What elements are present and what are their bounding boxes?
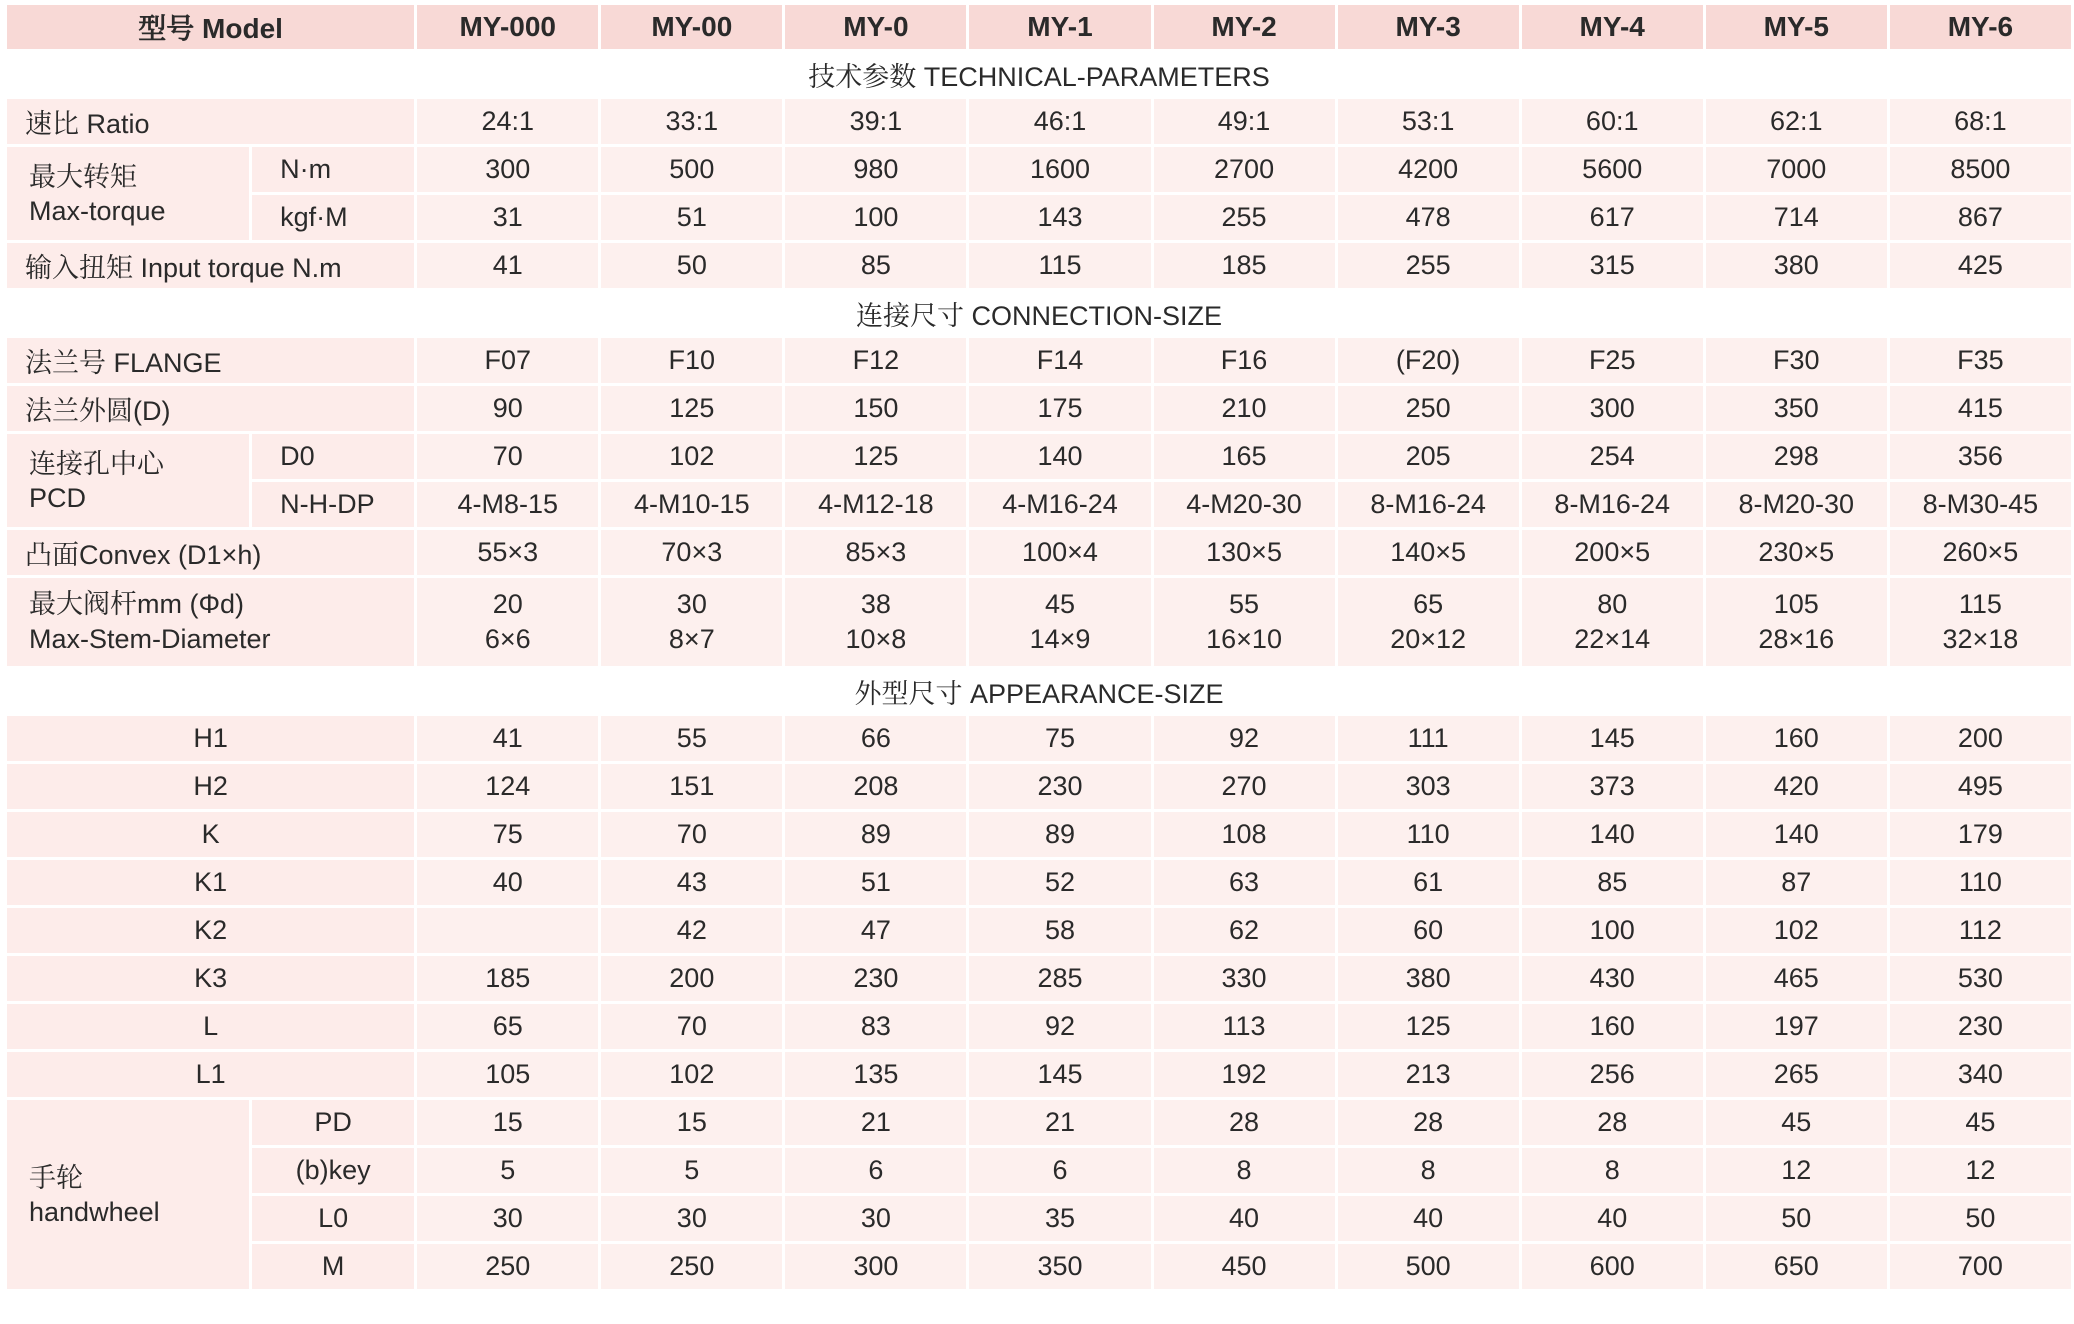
row-label: 法兰号 FLANGE [7, 338, 414, 383]
value-cell: 41 [417, 243, 598, 288]
value-cell: 8-M20-30 [1706, 482, 1887, 527]
stem-key: 10×8 [845, 624, 907, 654]
value-cell: 700 [1890, 1244, 2071, 1289]
value-cell: 40 [1522, 1196, 1703, 1241]
value-cell: 75 [417, 812, 598, 857]
stem-value-cell [601, 578, 782, 666]
value-cell: 110 [1890, 860, 2071, 905]
value-cell: 60 [1338, 908, 1519, 953]
value-cell: 21 [969, 1100, 1150, 1145]
row-label: K [7, 812, 414, 857]
value-cell: 165 [1154, 434, 1335, 479]
value-cell: 89 [969, 812, 1150, 857]
row-label: 法兰外圆(D) [7, 386, 414, 431]
value-cell: 230 [785, 956, 966, 1001]
value-cell: 254 [1522, 434, 1703, 479]
stem-value-cell [417, 578, 598, 666]
stem-value-cell [969, 578, 1150, 666]
value-cell: 495 [1890, 764, 2071, 809]
value-cell: 4-M20-30 [1154, 482, 1335, 527]
model-name: MY-000 [417, 5, 598, 49]
value-cell: 160 [1522, 1004, 1703, 1049]
value-cell: 50 [1706, 1196, 1887, 1241]
stem-diameter: 45 [1044, 589, 1075, 619]
value-cell: 145 [1522, 716, 1703, 761]
value-cell: 30 [785, 1196, 966, 1241]
value-cell: 714 [1706, 195, 1887, 240]
value-cell: 40 [1338, 1196, 1519, 1241]
value-cell: 1600 [969, 147, 1150, 192]
value-cell: 113 [1154, 1004, 1335, 1049]
value-cell: 4-M12-18 [785, 482, 966, 527]
value-cell: 298 [1706, 434, 1887, 479]
value-cell: 150 [785, 386, 966, 431]
stem-label [7, 578, 414, 666]
spec-table-body [7, 5, 2071, 1289]
unit-label: D0 [252, 434, 414, 479]
value-cell: 6 [969, 1148, 1150, 1193]
section-title: 连接尺寸 CONNECTION-SIZE [7, 291, 2071, 335]
value-cell: F07 [417, 338, 598, 383]
value-cell: 230 [1890, 1004, 2071, 1049]
appearance-row [7, 764, 2071, 809]
value-cell: 185 [417, 956, 598, 1001]
value-cell: 650 [1706, 1244, 1887, 1289]
row-label: 输入扭矩 Input torque N.m [7, 243, 414, 288]
row-label: H2 [7, 764, 414, 809]
ratio-row [7, 99, 2071, 144]
row-label: 凸面Convex (D1×h) [7, 530, 414, 575]
appearance-row [7, 860, 2071, 905]
value-cell: F10 [601, 338, 782, 383]
value-cell: 100 [785, 195, 966, 240]
section-header-row [7, 52, 2071, 96]
value-cell: 478 [1338, 195, 1519, 240]
value-cell: 75 [969, 716, 1150, 761]
value-cell: 450 [1154, 1244, 1335, 1289]
value-cell: 135 [785, 1052, 966, 1097]
value-cell: 867 [1890, 195, 2071, 240]
stem-value-cell [785, 578, 966, 666]
handwheel-label [7, 1100, 249, 1289]
value-cell: 87 [1706, 860, 1887, 905]
flange-d-row [7, 386, 2071, 431]
value-cell: 100×4 [969, 530, 1150, 575]
value-cell: 43 [601, 860, 782, 905]
section-title: 技术参数 TECHNICAL-PARAMETERS [7, 52, 2071, 96]
value-cell: 260×5 [1890, 530, 2071, 575]
value-cell: 8 [1154, 1148, 1335, 1193]
row-label: 速比 Ratio [7, 99, 414, 144]
stem-value-cell [1890, 578, 2071, 666]
value-cell: 4-M10-15 [601, 482, 782, 527]
value-cell: 5 [601, 1148, 782, 1193]
header-row [7, 5, 2071, 49]
value-cell: 40 [1154, 1196, 1335, 1241]
stem-diameter: 65 [1413, 589, 1444, 619]
value-cell: 65 [417, 1004, 598, 1049]
unit-label: N-H-DP [252, 482, 414, 527]
label-en: PCD [29, 482, 87, 513]
value-cell: 70×3 [601, 530, 782, 575]
section-title: 外型尺寸 APPEARANCE-SIZE [7, 669, 2071, 713]
pcd-label [7, 434, 249, 527]
value-cell: 425 [1890, 243, 2071, 288]
value-cell: 40 [417, 860, 598, 905]
value-cell: 51 [601, 195, 782, 240]
stem-key: 8×7 [668, 624, 715, 654]
stem-key: 6×6 [484, 624, 531, 654]
value-cell: 303 [1338, 764, 1519, 809]
value-cell: 465 [1706, 956, 1887, 1001]
value-cell: 50 [1890, 1196, 2071, 1241]
value-cell: 47 [785, 908, 966, 953]
value-cell: 90 [417, 386, 598, 431]
value-cell: 39:1 [785, 99, 966, 144]
label-en: Max-Stem-Diameter [29, 624, 271, 654]
appearance-row [7, 812, 2071, 857]
value-cell: 8-M30-45 [1890, 482, 2071, 527]
convex-row [7, 530, 2071, 575]
appearance-row [7, 1004, 2071, 1049]
value-cell: 42 [601, 908, 782, 953]
value-cell: 4200 [1338, 147, 1519, 192]
stem-value-cell [1338, 578, 1519, 666]
value-cell: 145 [969, 1052, 1150, 1097]
unit-label: kgf·M [252, 195, 414, 240]
value-cell: 230 [969, 764, 1150, 809]
value-cell: 350 [969, 1244, 1150, 1289]
value-cell: 102 [601, 434, 782, 479]
stem-row [7, 578, 2071, 666]
value-cell: 175 [969, 386, 1150, 431]
max-torque-label [7, 147, 249, 240]
model-name: MY-5 [1706, 5, 1887, 49]
row-label: K3 [7, 956, 414, 1001]
value-cell: 92 [969, 1004, 1150, 1049]
value-cell: 33:1 [601, 99, 782, 144]
value-cell: 213 [1338, 1052, 1519, 1097]
value-cell: 197 [1706, 1004, 1887, 1049]
value-cell: 980 [785, 147, 966, 192]
value-cell: 85 [1522, 860, 1703, 905]
value-cell: 30 [417, 1196, 598, 1241]
model-name: MY-0 [785, 5, 966, 49]
value-cell: 500 [601, 147, 782, 192]
handwheel-row [7, 1244, 2071, 1289]
stem-diameter: 38 [860, 589, 891, 619]
value-cell: 4-M8-15 [417, 482, 598, 527]
stem-key: 28×16 [1758, 624, 1835, 654]
stem-key: 22×14 [1574, 624, 1651, 654]
value-cell: 192 [1154, 1052, 1335, 1097]
value-cell: 256 [1522, 1052, 1703, 1097]
value-cell: 205 [1338, 434, 1519, 479]
value-cell: 200 [601, 956, 782, 1001]
label-en: Max-torque [29, 195, 166, 226]
value-cell: 45 [1706, 1100, 1887, 1145]
value-cell: 28 [1154, 1100, 1335, 1145]
section-header-row [7, 291, 2071, 335]
value-cell: 61 [1338, 860, 1519, 905]
value-cell: 179 [1890, 812, 2071, 857]
value-cell: 63 [1154, 860, 1335, 905]
value-cell: 53:1 [1338, 99, 1519, 144]
value-cell: 85 [785, 243, 966, 288]
value-cell: 140 [1706, 812, 1887, 857]
stem-diameter: 30 [676, 589, 707, 619]
unit-label: PD [252, 1100, 414, 1145]
handwheel-row [7, 1148, 2071, 1193]
handwheel-row [7, 1196, 2071, 1241]
model-name: MY-4 [1522, 5, 1703, 49]
flange-row [7, 338, 2071, 383]
value-cell: F16 [1154, 338, 1335, 383]
value-cell: 285 [969, 956, 1150, 1001]
value-cell: 7000 [1706, 147, 1887, 192]
value-cell: 617 [1522, 195, 1703, 240]
value-cell: 52 [969, 860, 1150, 905]
value-cell: 300 [785, 1244, 966, 1289]
value-cell: 250 [601, 1244, 782, 1289]
value-cell: 6 [785, 1148, 966, 1193]
value-cell: 51 [785, 860, 966, 905]
value-cell: 5 [417, 1148, 598, 1193]
value-cell: 35 [969, 1196, 1150, 1241]
value-cell: F30 [1706, 338, 1887, 383]
value-cell: 200×5 [1522, 530, 1703, 575]
value-cell: (F20) [1338, 338, 1519, 383]
section-header-row [7, 669, 2071, 713]
value-cell: 265 [1706, 1052, 1887, 1097]
label-cn: 最大转矩 [29, 161, 137, 192]
value-cell: 300 [417, 147, 598, 192]
value-cell: 140×5 [1338, 530, 1519, 575]
value-cell: 300 [1522, 386, 1703, 431]
value-cell: 380 [1338, 956, 1519, 1001]
value-cell: 62:1 [1706, 99, 1887, 144]
stem-diameter: 55 [1229, 589, 1260, 619]
value-cell: F25 [1522, 338, 1703, 383]
value-cell: 330 [1154, 956, 1335, 1001]
stem-diameter: 20 [492, 589, 523, 619]
value-cell: 31 [417, 195, 598, 240]
value-cell: 30 [601, 1196, 782, 1241]
value-cell: 49:1 [1154, 99, 1335, 144]
value-cell: 415 [1890, 386, 2071, 431]
row-label: K1 [7, 860, 414, 905]
value-cell: 500 [1338, 1244, 1519, 1289]
value-cell: 250 [1338, 386, 1519, 431]
value-cell: 15 [601, 1100, 782, 1145]
stem-value-cell [1154, 578, 1335, 666]
stem-diameter: 115 [1958, 589, 2002, 619]
row-label: L1 [7, 1052, 414, 1097]
value-cell: 105 [417, 1052, 598, 1097]
value-cell: F12 [785, 338, 966, 383]
handwheel-row [7, 1100, 2071, 1145]
label-en: handwheel [29, 1196, 160, 1227]
row-label: H1 [7, 716, 414, 761]
value-cell: 130×5 [1154, 530, 1335, 575]
stem-diameter: 105 [1773, 589, 1819, 619]
value-cell: 250 [417, 1244, 598, 1289]
unit-label: N·m [252, 147, 414, 192]
value-cell: 60:1 [1522, 99, 1703, 144]
value-cell: 102 [601, 1052, 782, 1097]
stem-value-cell [1706, 578, 1887, 666]
value-cell: 70 [601, 812, 782, 857]
value-cell: 8 [1338, 1148, 1519, 1193]
row-label: L [7, 1004, 414, 1049]
unit-label: M [252, 1244, 414, 1289]
appearance-row [7, 956, 2071, 1001]
value-cell: 108 [1154, 812, 1335, 857]
stem-key: 14×9 [1029, 624, 1091, 654]
value-cell: 8-M16-24 [1338, 482, 1519, 527]
value-cell: 315 [1522, 243, 1703, 288]
value-cell: 70 [417, 434, 598, 479]
value-cell: 230×5 [1706, 530, 1887, 575]
value-cell: 143 [969, 195, 1150, 240]
value-cell: 124 [417, 764, 598, 809]
value-cell: 208 [785, 764, 966, 809]
value-cell: 92 [1154, 716, 1335, 761]
value-cell: 600 [1522, 1244, 1703, 1289]
stem-key: 32×18 [1942, 624, 2019, 654]
value-cell: 4-M16-24 [969, 482, 1150, 527]
value-cell: 200 [1890, 716, 2071, 761]
label-cn: 手轮 [29, 1162, 83, 1193]
model-name: MY-2 [1154, 5, 1335, 49]
value-cell: 28 [1338, 1100, 1519, 1145]
value-cell: 83 [785, 1004, 966, 1049]
value-cell: 110 [1338, 812, 1519, 857]
appearance-row [7, 716, 2071, 761]
value-cell: 350 [1706, 386, 1887, 431]
value-cell: 160 [1706, 716, 1887, 761]
value-cell: 8 [1522, 1148, 1703, 1193]
value-cell: F35 [1890, 338, 2071, 383]
value-cell: 89 [785, 812, 966, 857]
value-cell: 55×3 [417, 530, 598, 575]
value-cell: 21 [785, 1100, 966, 1145]
value-cell: 41 [417, 716, 598, 761]
value-cell: F14 [969, 338, 1150, 383]
value-cell: 62 [1154, 908, 1335, 953]
value-cell: 140 [969, 434, 1150, 479]
model-name: MY-00 [601, 5, 782, 49]
value-cell: 28 [1522, 1100, 1703, 1145]
value-cell: 185 [1154, 243, 1335, 288]
appearance-row [7, 908, 2071, 953]
value-cell: 115 [969, 243, 1150, 288]
value-cell: 255 [1154, 195, 1335, 240]
value-cell: 373 [1522, 764, 1703, 809]
unit-label: L0 [252, 1196, 414, 1241]
value-cell: 2700 [1154, 147, 1335, 192]
value-cell: 140 [1522, 812, 1703, 857]
value-cell: 420 [1706, 764, 1887, 809]
value-cell: 125 [601, 386, 782, 431]
model-name: MY-3 [1338, 5, 1519, 49]
value-cell: 66 [785, 716, 966, 761]
value-cell: 210 [1154, 386, 1335, 431]
value-cell: 356 [1890, 434, 2071, 479]
input-torque-row [7, 243, 2071, 288]
model-name: MY-6 [1890, 5, 2071, 49]
value-cell: 112 [1890, 908, 2071, 953]
value-cell: 8500 [1890, 147, 2071, 192]
unit-label: (b)key [252, 1148, 414, 1193]
label-cn: 连接孔中心 [29, 448, 164, 479]
model-name: MY-1 [969, 5, 1150, 49]
pcd-nhdp-row [7, 482, 2071, 527]
stem-diameter: 80 [1597, 589, 1628, 619]
value-cell: 125 [1338, 1004, 1519, 1049]
value-cell: 45 [1890, 1100, 2071, 1145]
value-cell: 151 [601, 764, 782, 809]
value-cell: 5600 [1522, 147, 1703, 192]
stem-value-cell [1522, 578, 1703, 666]
value-cell: 68:1 [1890, 99, 2071, 144]
value-cell: 58 [969, 908, 1150, 953]
value-cell: 270 [1154, 764, 1335, 809]
value-cell: 100 [1522, 908, 1703, 953]
value-cell: 12 [1890, 1148, 2071, 1193]
stem-key: 16×10 [1206, 624, 1282, 654]
value-cell: 55 [601, 716, 782, 761]
max-torque-kgf-row [7, 195, 2071, 240]
value-cell: 102 [1706, 908, 1887, 953]
pcd-row [7, 434, 2071, 479]
value-cell: 85×3 [785, 530, 966, 575]
stem-key: 20×12 [1390, 624, 1467, 654]
max-torque-row [7, 147, 2071, 192]
value-cell: 12 [1706, 1148, 1887, 1193]
label-cn: 最大阀杆mm (Φd) [29, 589, 245, 619]
value-cell: 111 [1338, 716, 1519, 761]
value-cell: 46:1 [969, 99, 1150, 144]
value-cell: 8-M16-24 [1522, 482, 1703, 527]
model-label: 型号 Model [7, 5, 414, 49]
value-cell: 24:1 [417, 99, 598, 144]
value-cell: 70 [601, 1004, 782, 1049]
value-cell: 430 [1522, 956, 1703, 1001]
value-cell: 340 [1890, 1052, 2071, 1097]
value-cell: 125 [785, 434, 966, 479]
value-cell [417, 908, 598, 953]
appearance-row [7, 1052, 2071, 1097]
spec-table [4, 2, 2074, 1292]
value-cell: 530 [1890, 956, 2071, 1001]
value-cell: 380 [1706, 243, 1887, 288]
value-cell: 50 [601, 243, 782, 288]
value-cell: 255 [1338, 243, 1519, 288]
row-label: K2 [7, 908, 414, 953]
value-cell: 15 [417, 1100, 598, 1145]
